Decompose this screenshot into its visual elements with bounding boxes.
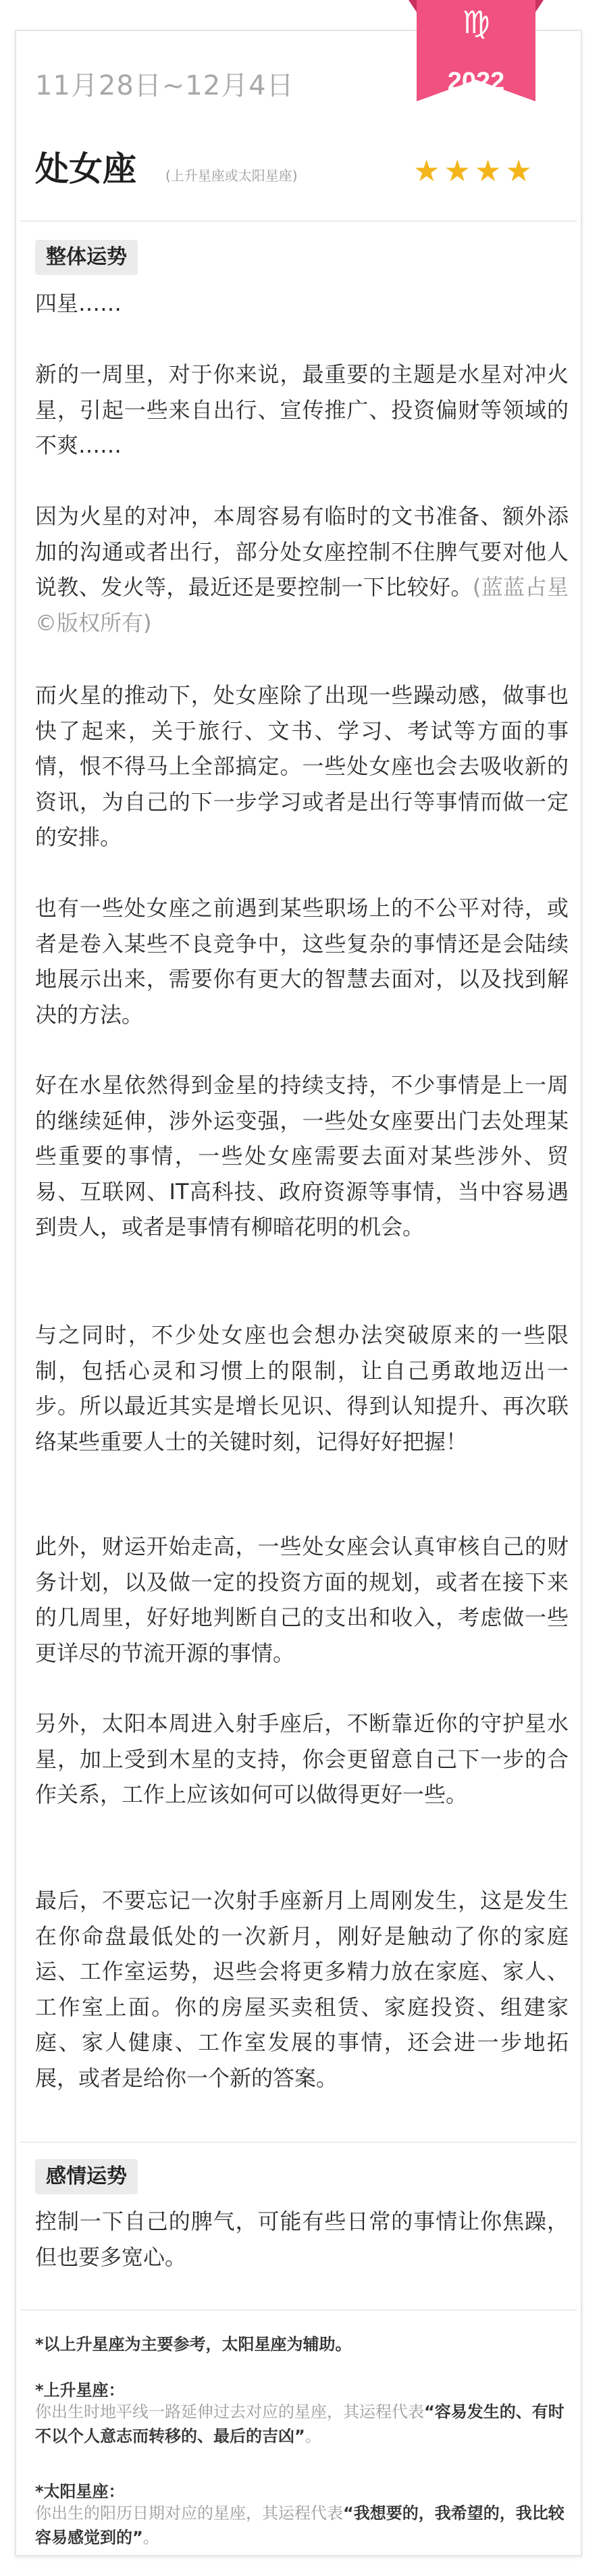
paragraph [35,499,569,640]
paragraph: 好在水星依然得到金星的持续支持，不少事情是上一周的继续延伸，涉外运变强，一些处女座要出门去处理某些重要的事情，一些处女座需要去面对某些涉外、贸易、互联网、IT高科技、政府资源等事情，当中容易遇到贵人，或者是事情有柳暗花明的机会。 [35,1072,569,1240]
page-subtitle: (上升星座或太阳星座) [165,168,298,184]
paragraph: 与之同时，不少处女座也会想办法突破原来的一些限制，包括心灵和习惯上的限制，让自己勇敢地迈出一步。所以最近其实是增长见识、得到认知提升、再次联络某些重要人士的关键时刻，记得好好把握！ [35,1322,569,1455]
footnote-main: *以上升星座为主要参考，太阳星座为辅助。 [35,2335,352,2354]
footnote-rising-desc: 你出生时地平线一路延伸过去对应的星座，其运程代表“容易发生的、有时不以个人意志而转移的、最后的吉凶”。 [35,2402,565,2446]
paragraph: 四星…… [35,291,122,316]
year-label: 2022 [447,68,505,96]
section-label-love: 感情运势 [35,2159,138,2194]
divider [20,220,577,222]
paragraph: 最后，不要忘记一次射手座新月上周刚发生，这是发生在你命盘最低处的一次新月，刚好是触动了你的家庭运、工作室运势，迟些会将更多精力放在家庭、家人、工作室上面。你的房屋买卖租赁、家庭投资、组建家庭、家人健康、工作室发展的事情，还会进一步地拓展，或者是给你一个新的答案。 [35,1888,569,2091]
divider [20,2142,577,2143]
sign-ribbon [409,0,544,108]
paragraph: 另外，太阳本周进入射手座后，不断靠近你的守护星水星，加上受到木星的支持，你会更留意自己下一步的合作关系，工作上应该如何可以做得更好一些。 [35,1711,569,1807]
paragraph: 也有一些处女座之前遇到某些职场上的不公平对待，或者是卷入某些不良竞争中，这些复杂的事情还是会陆续地展示出来，需要你有更大的智慧去面对，以及找到解决的方法。 [35,895,569,1028]
divider [20,2309,577,2310]
star-rating: ★★★★ [413,154,536,188]
page-title: 处女座 [35,149,136,188]
paragraph-text: 因为火星的对冲，本周容易有临时的文书准备、额外添加的沟通或者出行，部分处女座控制不住脾气要对他人说教、发火等，最近还是要控制一下比较好。 [35,503,569,600]
date-range: 11月28日~12月4日 [35,70,294,101]
paragraph: 新的一周里，对于你来说，最重要的主题是水星对冲火星，引起一些来自出行、宣传推广、投资偏财等领域的不爽…… [35,361,569,458]
footnote-sun-title: *太阳星座： [35,2482,125,2501]
section-label-overall: 整体运势 [35,240,138,275]
paragraph: 此外，财运开始走高，一些处女座会认真审核自己的财务计划，以及做一定的投资方面的规划，或者在接下来的几周里，好好地判断自己的支出和收入，考虑做一些更详尽的节流开源的事情。 [35,1534,569,1666]
virgo-icon: ♍ [462,4,490,41]
paragraph: 而火星的推动下，处女座除了出现一些躁动感，做事也快了起来，关于旅行、文书、学习、考试等方面的事情，恨不得马上全部搞定。一些处女座也会去吸收新的资讯，为自己的下一步学习或者是出行等事情而做一定的安排。 [35,682,569,850]
copyright-note: (蓝蓝占星©版权所有) [35,574,569,636]
footnote-rising-title: *上升星座： [35,2381,125,2400]
paragraph: 控制一下自己的脾气，可能有些日常的事情让你焦躁，但也要多宽心。 [35,2208,569,2270]
footnote-sun-desc: 你出生的阳历日期对应的星座，其运程代表“我想要的，我希望的，我比较容易感觉到的”。 [35,2504,565,2547]
